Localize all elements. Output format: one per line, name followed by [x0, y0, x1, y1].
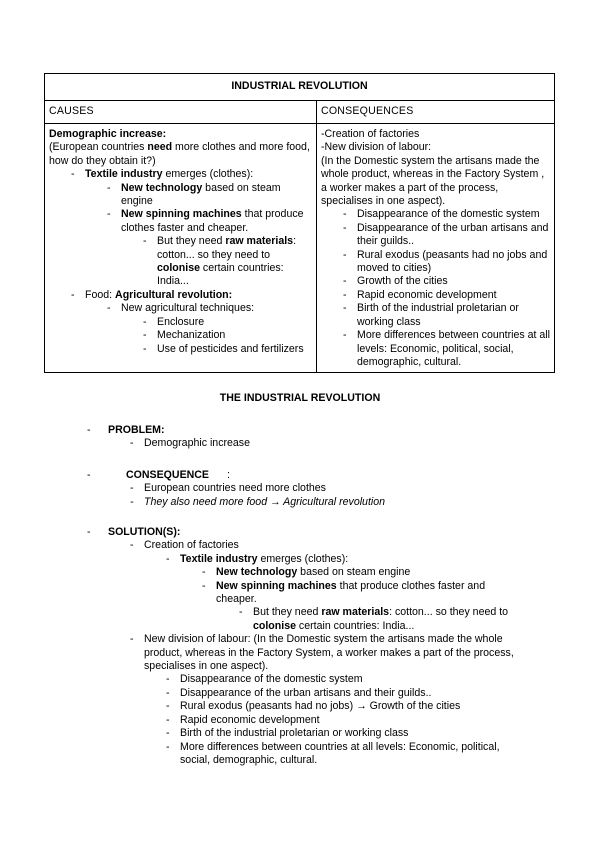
causes-consequences-table — [44, 73, 555, 373]
division-item: - Rapid economic development — [180, 714, 524, 727]
textile-outline-item: - Textile industry emerges (clothes): - New technology based on steam engine - New spinning machines that produce clothes faster and cheaper. - But they need raw materials: cotton... so they need to colonise certain countries: India... — [180, 553, 524, 633]
consequence-block: - CONSEQUENCE : - European countries need more clothes - They also need more food → Agricultural revolution — [90, 469, 530, 509]
causes-header: CAUSES — [45, 101, 317, 124]
technique-item: - Mechanization — [157, 329, 312, 342]
raw-materials-item: - But they need raw materials: cotton... so they need to colonise certain countries: India... — [157, 235, 312, 289]
consequence-line: -Creation of factories — [321, 128, 420, 140]
consequences-cell — [317, 124, 555, 373]
outline-title: THE INDUSTRIAL REVOLUTION — [219, 392, 381, 404]
causes-cell — [45, 124, 317, 373]
consequence-item: - Growth of the cities — [357, 275, 550, 288]
solution-factories-item: - Creation of factories - Textile industry emerges (clothes): - New technology based on steam engine - New spinning machines that produce clothes faster and cheaper. - But they need raw materials: cotton... so they need to colonise certain countries: India... — [144, 539, 524, 633]
newtech-item: - New technology based on steam engine — [121, 182, 312, 209]
textile-item: - Textile industry emerges (clothes): - New technology based on steam engine - New spinning machines that produce clothes faster and cheaper. - But they need raw materials: cotton... so they need to colonise certain countries: India... — [85, 168, 312, 289]
spinning-item: - New spinning machines that produce clothes faster and cheaper. - But they need raw materials: cotton... so they need to colonise certain countries: India... — [121, 208, 312, 288]
consequence-item: - Disappearance of the domestic system — [357, 208, 550, 221]
consequence-line: -New division of labour: — [321, 141, 432, 154]
food-item: - Food: Agricultural revolution: - New agricultural techniques: - Enclosure - Mechanization - Use of pesticides and fertilizers — [85, 289, 312, 356]
consequences-header: CONSEQUENCES — [317, 101, 555, 124]
consequence-label: CONSEQUENCE — [126, 469, 209, 481]
problem-block — [90, 424, 530, 451]
consequence-item: - Rapid economic development — [357, 289, 550, 302]
newtech-outline-item: - New technology based on steam engine — [216, 566, 524, 579]
division-item: - Rural exodus (peasants had no jobs) → Growth of the cities — [180, 700, 524, 713]
division-item: - Disappearance of the domestic system — [180, 673, 524, 686]
causes-list — [85, 168, 312, 356]
consequence-outline-item: - European countries need more clothes — [144, 482, 530, 495]
consequences-list — [357, 208, 550, 369]
raw-materials-outline-item: - But they need raw materials: cotton... so they need to colonise certain countries: India... — [253, 606, 524, 633]
outline-section — [0, 392, 600, 405]
consequence-item: - Birth of the industrial proletarian or working class — [357, 302, 550, 329]
division-item: - Birth of the industrial proletarian or working class — [180, 727, 524, 740]
division-item: - More differences between countries at all levels: Economic, political, social, demographic, cultural. — [180, 741, 524, 768]
technique-item: - Use of pesticides and fertilizers — [157, 343, 312, 356]
technique-item: - Enclosure — [157, 316, 312, 329]
spinning-outline-item: - New spinning machines that produce clothes faster and cheaper. - But they need raw materials: cotton... so they need to colonise certain countries: India... — [216, 580, 524, 634]
consequence-outline-item: - They also need more food → Agricultural revolution — [144, 496, 530, 509]
division-item: - Disappearance of the urban artisans and their guilds.. — [180, 687, 524, 700]
consequence-item: - Rural exodus (peasants had no jobs and moved to cities) — [357, 249, 550, 276]
solution-label: SOLUTION(S): — [108, 526, 181, 538]
demographic-label: Demographic increase: — [49, 128, 167, 140]
problem-item: - Demographic increase — [144, 437, 530, 450]
consequence-item: - Disappearance of the urban artisans and their guilds.. — [357, 222, 550, 249]
consequence-line: (In the Domestic system the artisans made the whole product, whereas in the Factory System , a worker makes a part of the process, specialises in one aspect). — [321, 154, 545, 208]
problem-label: PROBLEM: — [108, 424, 165, 436]
consequence-item: - More differences between countries at all levels: Economic, political, social, demographic, cultural. — [357, 329, 550, 369]
division-outline-item: - New division of labour: (In the Domestic system the artisans made the whole product, whereas in the Factory System, a worker makes a part of the process, specialises in one aspect). - Disappearance of the domestic system - Disappearance of the urban artisans and their guilds.. - Rural exodus (peasants had no jobs) → Growth of the cities - Rapid economic development - Birth of the industrial proletarian or working class - More differences between countries at all levels: Economic, political, social, demographic, cultural. — [144, 633, 524, 767]
demographic-text: (European countries need more clothes and more food, how do they obtain it?) — [49, 141, 310, 167]
solution-block — [90, 526, 530, 767]
agri-techniques-item: - New agricultural techniques: - Enclosure - Mechanization - Use of pesticides and fertilizers — [121, 302, 312, 356]
table-title: INDUSTRIAL REVOLUTION — [45, 74, 555, 101]
